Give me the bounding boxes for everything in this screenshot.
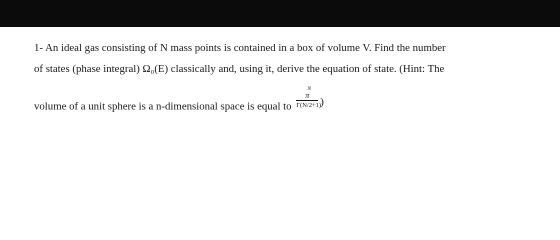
formula-closing-paren: ) — [320, 96, 324, 108]
problem-line-3 — [34, 86, 326, 121]
problem-line-1: 1- An ideal gas consisting of N mass points is contained in a box of volume V. Find the number — [34, 42, 446, 54]
formula-numerator — [300, 87, 314, 99]
formula-denominator: Γ(N/2+1) — [296, 102, 322, 109]
top-black-bar — [0, 0, 560, 27]
formula-numerator-exponent: N — [307, 86, 312, 92]
formula-numerator-base: π — [305, 91, 310, 100]
problem-line-3-text: volume of a unit sphere is a n-dimensional space is equal to — [34, 100, 292, 113]
problem-line-2: of states (phase integral) Ω₀(E) classically and, using it, derive the equation of state. (Hint: The — [34, 63, 445, 75]
unit-sphere-volume-formula — [296, 87, 326, 115]
